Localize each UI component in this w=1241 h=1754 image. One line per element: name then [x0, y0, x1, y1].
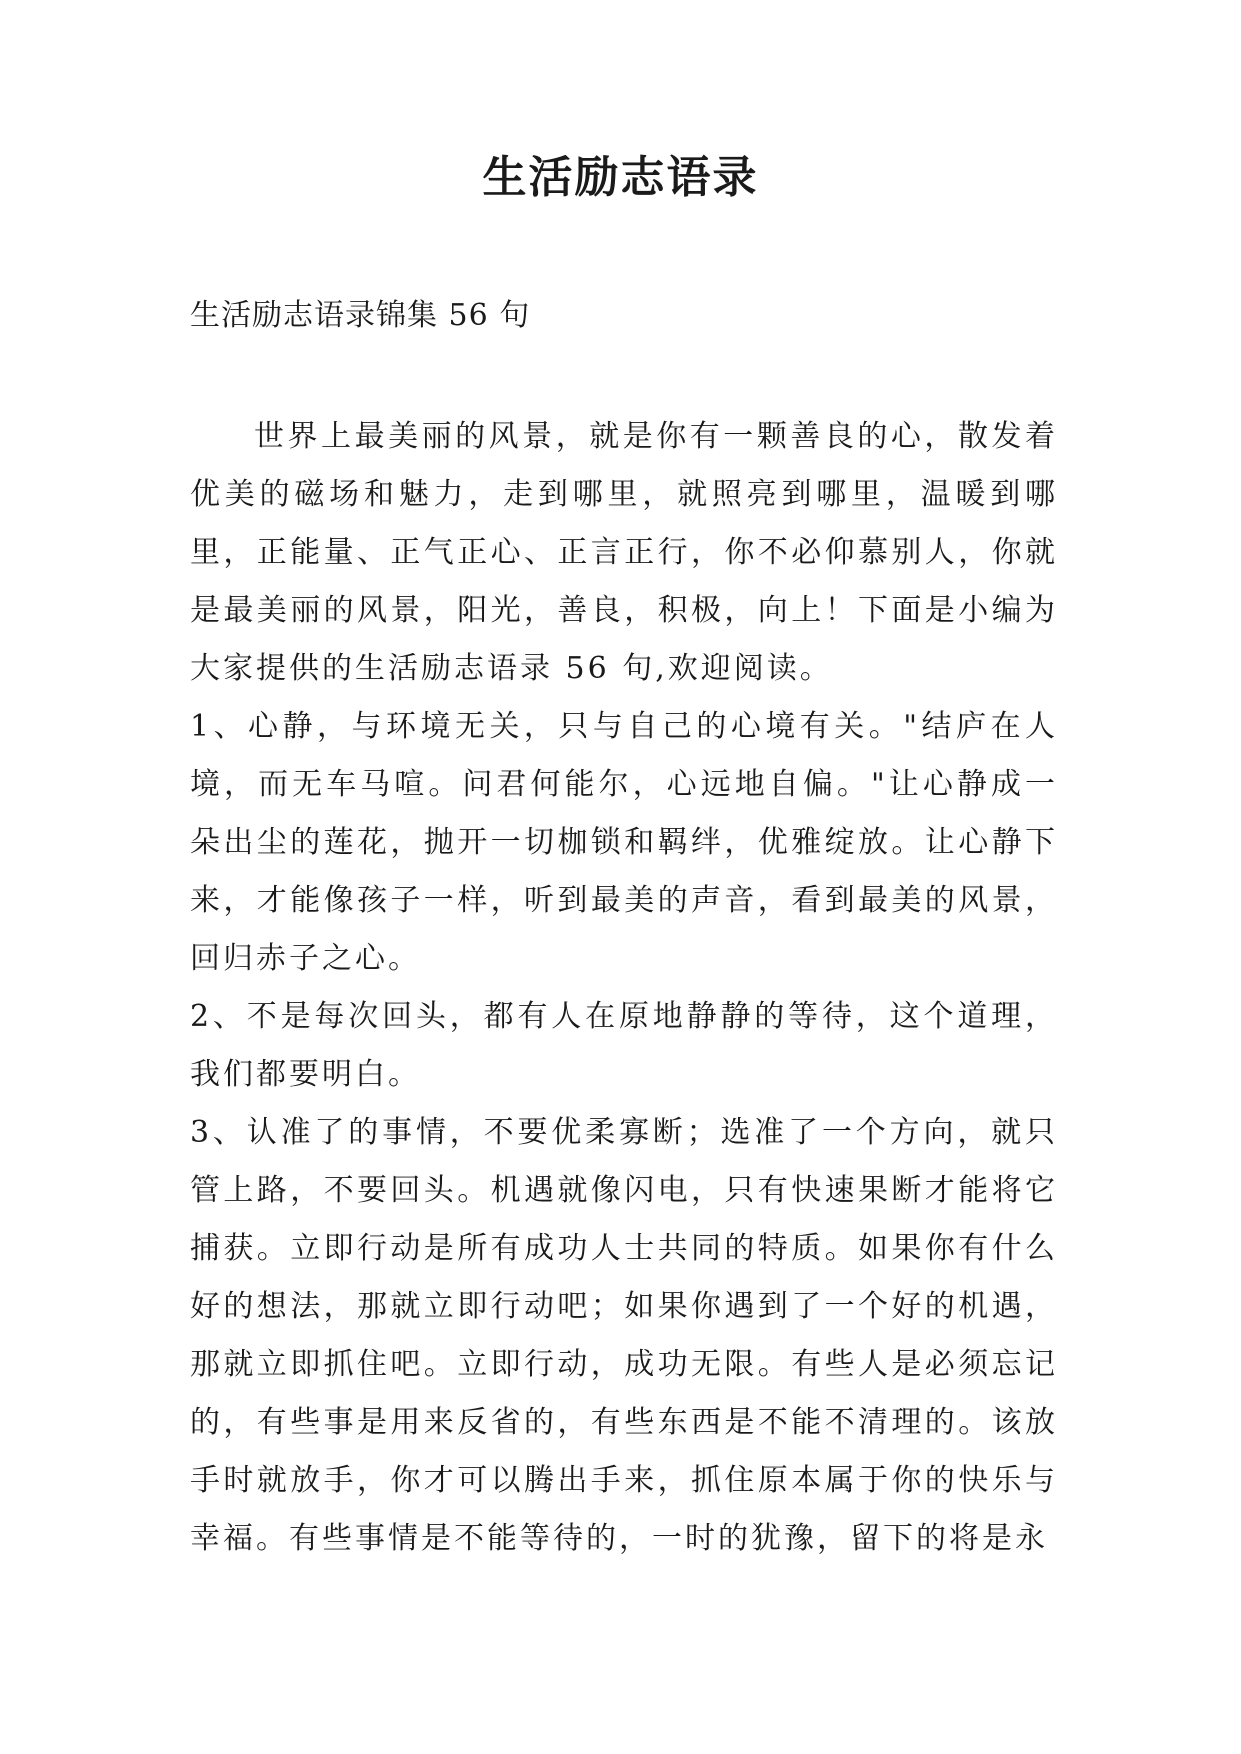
- document-title: 生活励志语录: [482, 152, 759, 203]
- quote-paragraph-2: 2、不是每次回头，都有人在原地静静的等待，这个道理，我们都要明白。: [190, 999, 1058, 1092]
- quote-paragraph-3: 3、认准了的事情，不要优柔寡断；选准了一个方向，就只管上路，不要回头。机遇就像闪电，只有快速果断才能将它捕获。立即行动是所有成功人士共同的特质。如果你有什么好的想法，那就立即行动吧；如果你遇到了一个好的机遇，那就立即抓住吧。立即行动，成功无限。有些人是必须忘记的，有些事是用来反省的，有些东西是不能不清理的。该放手时就放手，你才可以腾出手来，抓住原本属于你的快乐与幸福。有些事情是不能等待的，一时的犹豫，留下的将是永: [190, 1115, 1058, 1556]
- quote-paragraph-1: 1、心静，与环境无关，只与自己的心境有关。"结庐在人境，而无车马喧。问君何能尔，心远地自偏。"让心静成一朵出尘的莲花，抛开一切枷锁和羁绊，优雅绽放。让心静下来，才能像孩子一样，听到最美的声音，看到最美的风景，回归赤子之心。: [190, 709, 1058, 976]
- intro-paragraph: 世界上最美丽的风景，就是你有一颗善良的心，散发着优美的磁场和魅力，走到哪里，就照亮到哪里，温暖到哪里，正能量、正气正心、正言正行，你不必仰慕别人，你就是最美丽的风景，阳光，善良，积极，向上！下面是小编为大家提供的生活励志语录 56 句,欢迎阅读。: [190, 419, 1058, 686]
- document-subtitle: 生活励志语录锦集 56 句: [190, 298, 531, 333]
- document-body: [190, 408, 1058, 1568]
